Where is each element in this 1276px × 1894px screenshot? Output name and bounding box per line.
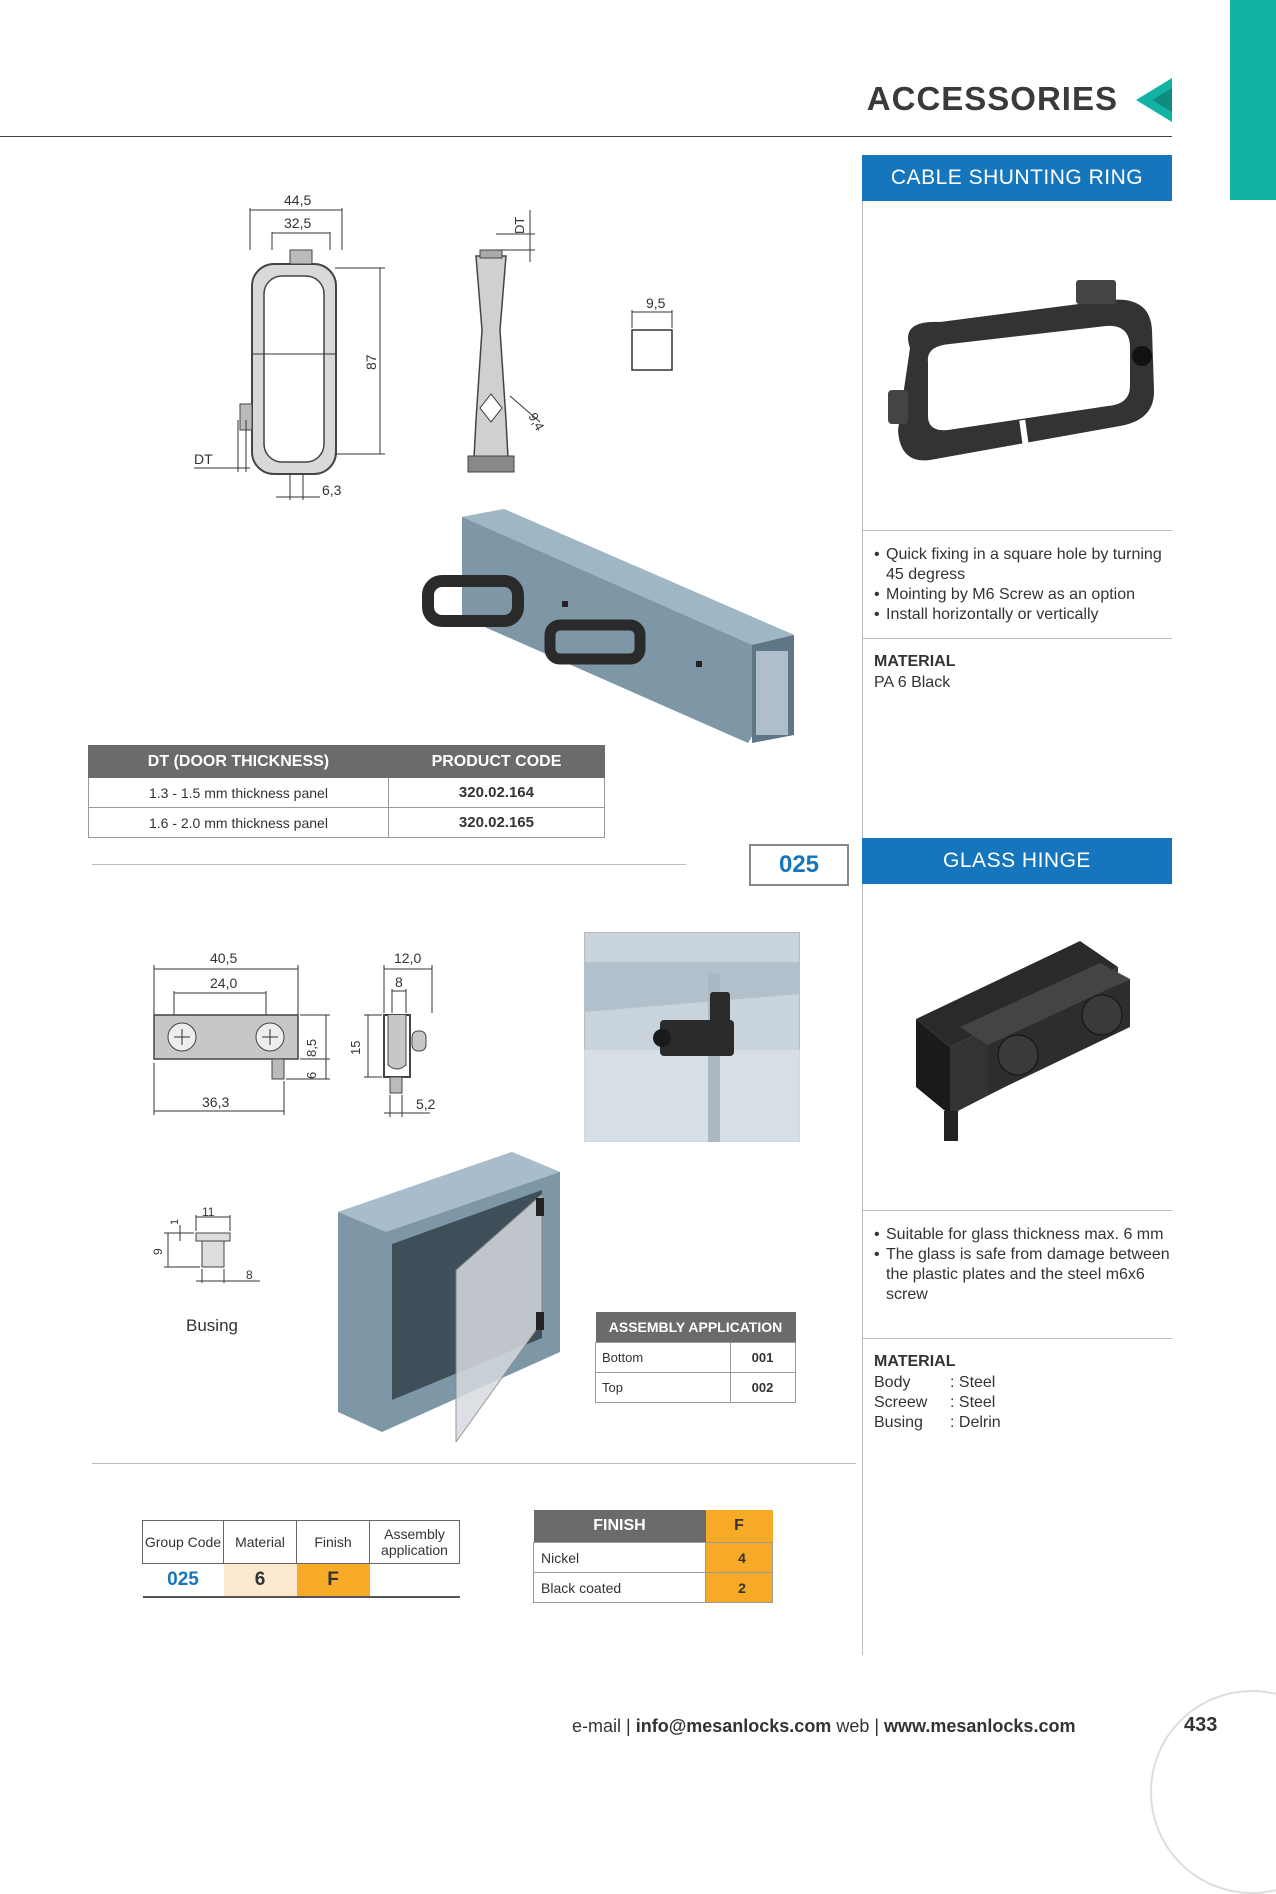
dim-1: 1	[169, 1218, 181, 1225]
table-header: DT (DOOR THICKNESS)	[89, 746, 389, 778]
order-code-table	[142, 1520, 460, 1598]
glass-hinge-header: GLASS HINGE	[862, 838, 1172, 884]
table-row	[596, 1343, 796, 1373]
finish-code: 4	[706, 1543, 773, 1573]
web-label: web |	[836, 1716, 880, 1736]
assembly-label: Top	[596, 1373, 731, 1403]
triangle-arrow-icon	[1136, 78, 1172, 122]
material-row	[874, 1393, 1001, 1413]
product-code-cell: 320.02.164	[388, 778, 604, 808]
cable-ring-product-image	[880, 270, 1190, 480]
dim-square: 9,5	[646, 295, 666, 311]
hinge-application-photo	[584, 932, 800, 1142]
dim-height: 87	[363, 354, 379, 370]
glass-hinge-product-image	[900, 935, 1150, 1155]
material-part: Busing	[874, 1414, 923, 1431]
dim-12-0: 12,0	[394, 950, 422, 966]
glass-hinge-features	[872, 1225, 1172, 1305]
finish-code: 2	[706, 1573, 773, 1603]
table-header: Group Code	[143, 1521, 224, 1564]
dim-8-5: 8,5	[304, 1038, 319, 1057]
product-code-cell: 320.02.165	[388, 808, 604, 838]
feature-item: • Mointing by M6 Screw as an option	[872, 585, 1172, 605]
material-value: : Steel	[950, 1374, 996, 1391]
feature-item: • Suitable for glass thickness max. 6 mm	[872, 1225, 1172, 1245]
teal-page-tab	[1230, 0, 1276, 200]
cable-ring-features	[872, 545, 1172, 625]
assembly-code: 001	[730, 1343, 795, 1373]
table-header: PRODUCT CODE	[388, 746, 604, 778]
table-row	[89, 808, 605, 838]
feature-item: • Quick fixing in a square hole by turning 45 degress	[872, 545, 1172, 585]
finish-code-value: F	[297, 1564, 370, 1598]
cable-ring-material-title: MATERIAL	[874, 653, 956, 670]
dim-angle: 9,4	[525, 410, 548, 434]
material-part: Body	[874, 1374, 911, 1391]
dim-11: 11	[202, 1205, 215, 1219]
material-part: Screew	[874, 1394, 928, 1411]
table-header: Material	[224, 1521, 297, 1564]
dim-width-outer: 44,5	[284, 192, 312, 208]
table-row	[89, 778, 605, 808]
divider	[862, 1338, 1172, 1339]
section-divider	[92, 864, 686, 865]
busing-drawing	[150, 1205, 270, 1285]
email-link[interactable]: info@mesanlocks.com	[635, 1716, 832, 1736]
assembly-code-value	[370, 1564, 460, 1598]
hinge-technical-drawing	[140, 945, 470, 1125]
table-row	[534, 1543, 773, 1573]
ring-mounted-illustration	[418, 505, 798, 745]
assembly-label: Bottom	[596, 1343, 731, 1373]
table-header-code: F	[706, 1510, 773, 1543]
assembly-application-table	[595, 1312, 796, 1403]
busing-label: Busing	[186, 1316, 238, 1335]
glass-hinge-material-title: MATERIAL	[874, 1353, 956, 1370]
material-row	[874, 1413, 1001, 1433]
feature-item: • The glass is safe from damage between the plastic plates and the steel m6x6 screw	[872, 1245, 1172, 1305]
table-row	[534, 1573, 773, 1603]
hinge-cabinet-illustration	[336, 1152, 566, 1442]
assembly-code: 002	[730, 1373, 795, 1403]
web-link[interactable]: www.mesanlocks.com	[884, 1716, 1076, 1736]
table-row	[143, 1564, 460, 1598]
page-number: 433	[1184, 1714, 1218, 1736]
dim-width-inner: 32,5	[284, 215, 312, 231]
cable-ring-material-text: PA 6 Black	[874, 674, 951, 691]
divider	[862, 1210, 1172, 1211]
dim-8: 8	[395, 974, 403, 990]
dim-hole: 6,3	[322, 482, 342, 498]
cable-ring-header: CABLE SHUNTING RING	[862, 155, 1172, 201]
table-header: FINISH	[534, 1510, 706, 1543]
glass-hinge-material-list	[874, 1373, 1001, 1433]
feature-item: • Install horizontally or vertically	[872, 605, 1172, 625]
dim-9: 9	[151, 1248, 165, 1255]
group-code-box: 025	[749, 844, 849, 886]
section-title: ACCESSORIES	[866, 80, 1118, 117]
table-header: Finish	[297, 1521, 370, 1564]
dim-40-5: 40,5	[210, 950, 238, 966]
ring-technical-drawing	[180, 190, 700, 510]
dim-dt-front: DT	[194, 451, 213, 467]
dim-15: 15	[348, 1040, 363, 1055]
divider	[862, 638, 1172, 639]
material-value: : Delrin	[950, 1414, 1001, 1431]
table-row	[596, 1373, 796, 1403]
material-code-value: 6	[224, 1564, 297, 1598]
door-thickness-table	[88, 745, 605, 838]
finish-label: Black coated	[534, 1573, 706, 1603]
dim-36-3: 36,3	[202, 1094, 230, 1110]
material-value: : Steel	[950, 1394, 996, 1411]
finish-table	[533, 1510, 773, 1603]
column-divider	[862, 155, 863, 1655]
dt-cell: 1.3 - 1.5 mm thickness panel	[89, 778, 389, 808]
section-divider	[92, 1463, 856, 1464]
dim-busing-8: 8	[246, 1268, 253, 1282]
dim-6: 6	[304, 1071, 319, 1079]
table-header: ASSEMBLY APPLICATION	[596, 1312, 796, 1343]
footer-contact	[572, 1716, 1075, 1737]
divider	[862, 530, 1172, 531]
table-header: Assembly application	[370, 1521, 460, 1564]
material-row	[874, 1373, 1001, 1393]
group-code-value: 025	[143, 1564, 224, 1598]
dim-dt-side: DT	[512, 216, 527, 234]
dim-5-2: 5,2	[416, 1096, 436, 1112]
finish-label: Nickel	[534, 1543, 706, 1573]
dim-24-0: 24,0	[210, 975, 238, 991]
header-rule	[0, 136, 1172, 137]
email-label: e-mail |	[572, 1716, 631, 1736]
dt-cell: 1.6 - 2.0 mm thickness panel	[89, 808, 389, 838]
